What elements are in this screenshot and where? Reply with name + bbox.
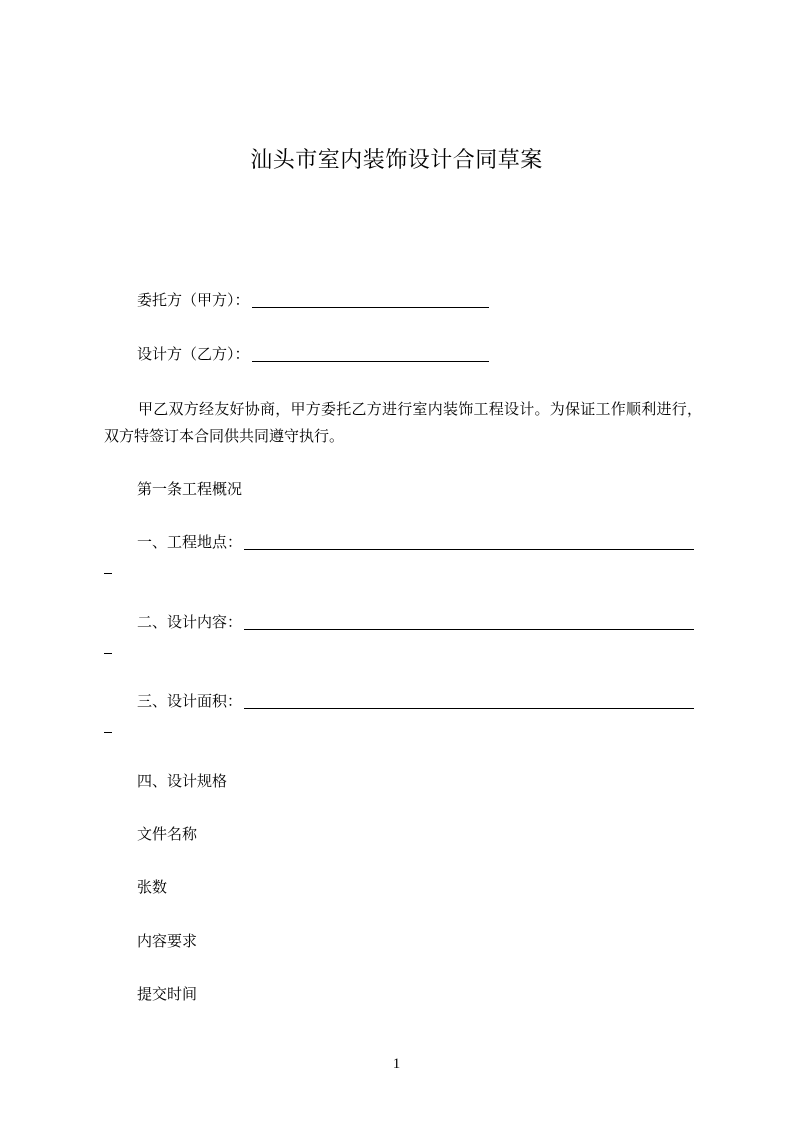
document-title: 汕头市室内装饰设计合同草案 xyxy=(250,148,543,173)
party-a-label: 委托方（甲方）： xyxy=(137,291,250,309)
item3-continuation-dash xyxy=(104,732,112,733)
item1-label: 一、工程地点： xyxy=(137,533,243,551)
party-a-line xyxy=(137,290,489,310)
item3-blank xyxy=(244,693,694,709)
party-b-label: 设计方（乙方）： xyxy=(137,345,250,363)
item1-blank xyxy=(244,534,694,550)
field-sheet-count: 张数 xyxy=(137,878,168,896)
field-content-requirements: 内容要求 xyxy=(137,932,198,950)
party-b-line xyxy=(137,344,489,364)
item3-line xyxy=(137,691,694,711)
item3-label: 三、设计面积： xyxy=(137,692,243,710)
field-submit-time: 提交时间 xyxy=(137,985,198,1003)
item2-continuation-dash xyxy=(104,653,112,654)
article1-heading: 第一条工程概况 xyxy=(137,480,243,498)
party-a-blank xyxy=(252,292,489,308)
item2-line xyxy=(137,612,694,632)
field-file-name: 文件名称 xyxy=(137,825,198,843)
item2-blank xyxy=(244,614,694,630)
item1-continuation-dash xyxy=(104,573,112,574)
item4-heading: 四、设计规格 xyxy=(137,772,228,790)
item2-label: 二、设计内容： xyxy=(137,613,243,631)
item1-line xyxy=(137,532,694,552)
party-b-blank xyxy=(252,346,489,362)
intro-paragraph: 甲乙双方经友好协商，甲方委托乙方进行室内装饰工程设计。为保证工作顺利进行，双方特签订本合同供共同遵守执行。 xyxy=(104,400,702,445)
page-number: 1 xyxy=(392,1056,401,1072)
